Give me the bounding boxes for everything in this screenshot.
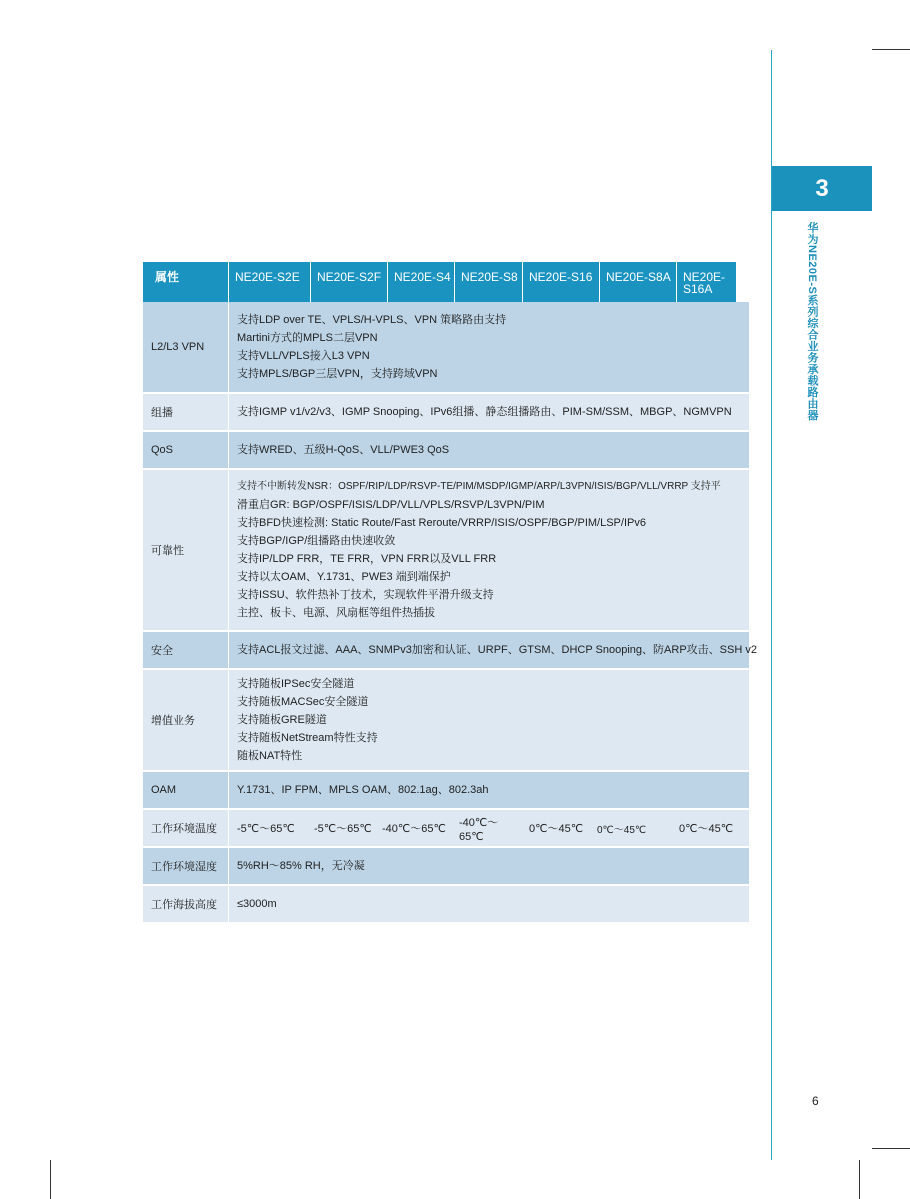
table-row-humidity [143, 848, 749, 886]
row-content [229, 886, 749, 922]
table-row-temperature [143, 810, 749, 848]
table-row-multicast [143, 394, 749, 432]
table-row-qos [143, 432, 749, 470]
content-line: Y.1731、IP FPM、MPLS OAM、802.1ag、802.3ah [237, 784, 489, 796]
content-line: 支持LDP over TE、VPLS/H-VPLS、VPN 策略路由支持 [237, 314, 507, 326]
header-model: NE20E-S16A [677, 262, 737, 302]
table-row-oam [143, 772, 749, 810]
row-content [229, 848, 749, 884]
content-line: 支持ACL报文过滤、AAA、SNMPv3加密和认证、URPF、GTSM、DHCP Snooping、防ARP攻击、SSH v2 [237, 644, 757, 656]
content-line: 支持BFD快速检测: Static Route/Fast Reroute/VRRP/ISIS/OSPF/BGP/PIM/LSP/IPv6 [237, 517, 646, 529]
content-line: 支持IP/LDP FRR，TE FRR，VPN FRR以及VLL FRR [237, 553, 497, 565]
content-line: 支持随板MACSec安全隧道 [237, 696, 369, 708]
table-row-value-added [143, 670, 749, 772]
row-content [229, 470, 749, 630]
row-content [229, 632, 757, 668]
page-number: 6 [812, 1094, 819, 1108]
content-line: 支持随板IPSec安全隧道 [237, 678, 355, 690]
content-line: 支持随板NetStream特性支持 [237, 732, 378, 744]
crop-mark-top-right [872, 49, 910, 50]
table-row-vpn [143, 302, 749, 394]
temperature-values [229, 810, 749, 846]
content-line: Martini方式的MPLS二层VPN [237, 332, 378, 344]
content-line: 5%RH～85% RH，无冷凝 [237, 860, 365, 872]
content-line: 支持BGP/IGP/组播路由快速收敛 [237, 535, 396, 547]
row-label: 工作环境湿度 [143, 848, 229, 884]
content-line: 支持VLL/VPLS接入L3 VPN [237, 350, 370, 362]
temperature-value: 0℃～45℃ [597, 824, 647, 836]
temperature-value: -5℃～65℃ [237, 823, 295, 835]
content-line: 支持不中断转发NSR：OSPF/RIP/LDP/RSVP-TE/PIM/MSDP/IGMP/ARP/L3VPN/ISIS/BGP/VLL/VRRP 支持平 [237, 481, 721, 492]
row-label: 可靠性 [143, 470, 229, 630]
row-content [229, 670, 749, 770]
row-label: QoS [143, 432, 229, 468]
row-content [229, 394, 749, 430]
content-line: 支持WRED、五级H-QoS、VLL/PWE3 QoS [237, 444, 450, 456]
content-line: 支持MPLS/BGP三层VPN，支持跨域VPN [237, 368, 438, 380]
temperature-value: 0℃～45℃ [529, 823, 584, 835]
spec-table-body [143, 302, 757, 924]
header-model: NE20E-S16 [523, 262, 600, 302]
header-model: NE20E-S2E [229, 262, 311, 302]
temperature-value: 0℃～45℃ [679, 823, 734, 835]
spec-table-header [143, 262, 737, 302]
row-content [229, 432, 749, 468]
row-label: 工作环境温度 [143, 810, 229, 846]
crop-mark-bottom-right [872, 1148, 910, 1149]
row-label: OAM [143, 772, 229, 808]
content-line: 支持以太OAM、Y.1731、PWE3 端到端保护 [237, 571, 451, 583]
table-row-security [143, 632, 757, 670]
header-model: NE20E-S8A [600, 262, 677, 302]
header-model: NE20E-S4 [388, 262, 455, 302]
content-line: 支持ISSU、软件热补丁技术，实现软件平滑升级支持 [237, 589, 494, 601]
row-label: 工作海拔高度 [143, 886, 229, 922]
temperature-value: -5℃～65℃ [314, 823, 372, 835]
crop-mark-bottom-left [50, 1160, 51, 1199]
content-line: 滑重启GR: BGP/OSPF/ISIS/LDP/VLL/VPLS/RSVP/L3VPN/PIM [237, 499, 545, 511]
row-content [229, 302, 749, 392]
chapter-number-badge: 3 [772, 166, 872, 211]
table-row-altitude [143, 886, 749, 924]
row-label: L2/L3 VPN [143, 302, 229, 392]
crop-mark-bottom-right-v [859, 1160, 860, 1199]
side-divider-line [771, 50, 772, 1160]
content-line: 主控、板卡、电源、风扇框等组件热插拔 [237, 607, 435, 619]
vertical-product-title: 华为NE20E-S系列综合业务承载路由器 [806, 222, 818, 421]
content-line: 支持IGMP v1/v2/v3、IGMP Snooping、IPv6组播、静态组播路由、PIM-SM/SSM、MBGP、NGMVPN [237, 406, 732, 418]
row-content [229, 772, 749, 808]
row-label: 增值业务 [143, 670, 229, 770]
content-line: 支持随板GRE隧道 [237, 714, 327, 726]
temperature-value: -40℃～65℃ [382, 823, 446, 835]
header-model: NE20E-S8 [455, 262, 523, 302]
row-label: 安全 [143, 632, 229, 668]
temperature-value: -40℃～65℃ [459, 816, 499, 843]
content-line: ≤3000m [237, 898, 277, 910]
header-model: NE20E-S2F [311, 262, 388, 302]
row-label: 组播 [143, 394, 229, 430]
table-row-reliability [143, 470, 749, 632]
content-line: 随板NAT特性 [237, 750, 303, 762]
header-attribute: 属性 [143, 262, 229, 302]
